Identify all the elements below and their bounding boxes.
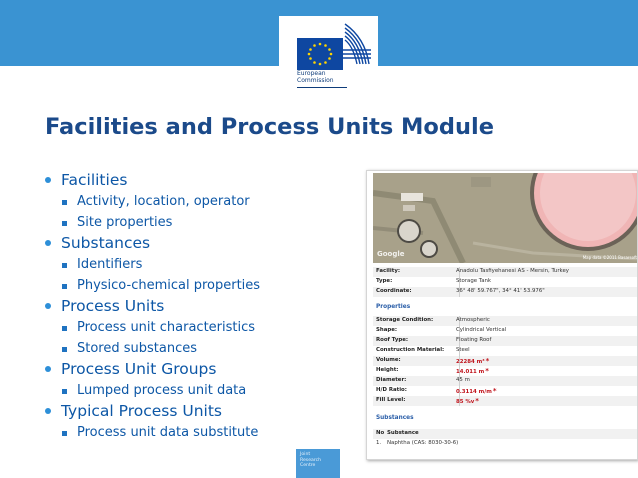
jrc-line-3: Centre bbox=[300, 463, 316, 468]
facility-row bbox=[373, 267, 638, 277]
row-value: Atmospheric bbox=[456, 317, 490, 323]
eu-stars-icon bbox=[297, 38, 343, 70]
sub-bullet bbox=[45, 339, 365, 360]
facility-row bbox=[373, 277, 638, 287]
european-commission-logo bbox=[279, 16, 378, 88]
row-value-flagged: 85 %v* bbox=[456, 397, 479, 405]
map-brand-label: Google bbox=[377, 250, 405, 258]
row-value: Floating Roof bbox=[456, 337, 492, 343]
logo-text bbox=[297, 70, 334, 84]
bullet-facilities bbox=[45, 171, 365, 192]
bullet-label: Typical Process Units bbox=[61, 402, 222, 420]
row-key: Height: bbox=[376, 367, 399, 373]
sub-bullet-square-icon bbox=[62, 326, 67, 331]
row-value-flagged: 22284 m³* bbox=[456, 357, 490, 365]
sub-bullet-label: Identifiers bbox=[77, 257, 143, 272]
property-row bbox=[373, 356, 638, 366]
row-key: Type: bbox=[376, 278, 393, 284]
bullet-dot-icon bbox=[45, 408, 51, 414]
substances-heading: Substances bbox=[376, 415, 414, 421]
jrc-logo bbox=[296, 449, 340, 478]
map-credit: Map data ©2011 Basarsoft bbox=[582, 255, 637, 260]
sub-bullet bbox=[45, 255, 365, 276]
sub-bullet bbox=[45, 381, 365, 402]
sub-bullet-square-icon bbox=[62, 284, 67, 289]
satellite-map[interactable] bbox=[373, 173, 638, 263]
facility-screenshot-panel bbox=[366, 170, 638, 460]
row-key: Storage Condition: bbox=[376, 317, 434, 323]
sub-bullet-label: Stored substances bbox=[77, 341, 198, 356]
sub-bullet bbox=[45, 213, 365, 234]
bullet-substances bbox=[45, 234, 365, 255]
properties-heading: Properties bbox=[376, 304, 411, 310]
row-key: Roof Type: bbox=[376, 337, 409, 343]
sub-bullet bbox=[45, 423, 365, 444]
flag-marker-icon: * bbox=[485, 367, 489, 375]
property-row bbox=[373, 316, 638, 326]
sub-bullet-label: Activity, location, operator bbox=[77, 194, 250, 209]
sub-bullet bbox=[45, 276, 365, 297]
flag-marker-icon: * bbox=[485, 357, 490, 365]
sub-bullet-square-icon bbox=[62, 431, 67, 436]
eu-flag-icon bbox=[297, 38, 343, 70]
row-key: Coordinate: bbox=[376, 288, 412, 294]
row-value-flagged: 14.011 m* bbox=[456, 367, 489, 375]
substance-row bbox=[373, 439, 638, 449]
sub-bullet-label: Process unit characteristics bbox=[77, 320, 256, 335]
bullet-dot-icon bbox=[45, 240, 51, 246]
substance-no: 1. bbox=[376, 440, 382, 446]
bullet-label: Substances bbox=[61, 234, 151, 252]
row-key: Shape: bbox=[376, 327, 398, 333]
slide-title: Facilities and Process Units Module bbox=[45, 114, 494, 140]
logo-line-2: Commission bbox=[297, 77, 334, 84]
row-value: Storage Tank bbox=[456, 278, 492, 284]
facility-row bbox=[373, 287, 638, 297]
bullet-dot-icon bbox=[45, 303, 51, 309]
logo-line-1: European bbox=[297, 70, 326, 77]
bullet-process-unit-groups bbox=[45, 360, 365, 381]
jrc-line-1: Joint bbox=[300, 452, 311, 457]
row-value: Anadolu Tasfiyehanesi AS - Mersin, Turkey bbox=[456, 268, 569, 274]
jrc-line-2: Research bbox=[300, 457, 322, 463]
bullet-dot-icon bbox=[45, 366, 51, 372]
bullet-process-units bbox=[45, 297, 365, 318]
substance-name: Naphtha (CAS: 8030-30-6) bbox=[387, 440, 459, 446]
bullet-dot-icon bbox=[45, 177, 51, 183]
substance-header-row bbox=[373, 429, 638, 439]
sub-bullet-square-icon bbox=[62, 200, 67, 205]
bullet-label: Process Units bbox=[61, 297, 165, 315]
property-row bbox=[373, 396, 638, 406]
sub-bullet-square-icon bbox=[62, 389, 67, 394]
flag-marker-icon: * bbox=[475, 397, 479, 405]
row-value: 45 m bbox=[456, 377, 470, 383]
bullet-list bbox=[45, 171, 365, 444]
sub-bullet-square-icon bbox=[62, 347, 67, 352]
property-row bbox=[373, 376, 638, 386]
sub-bullet bbox=[45, 192, 365, 213]
sub-bullet-label: Physico-chemical properties bbox=[77, 278, 261, 293]
row-key: Volume: bbox=[376, 357, 401, 363]
flag-marker-icon: * bbox=[492, 387, 497, 395]
bullet-typical-process-units bbox=[45, 402, 365, 423]
bullet-label: Facilities bbox=[61, 171, 128, 189]
substance-name-header: Substance bbox=[387, 430, 419, 436]
sub-bullet-label: Site properties bbox=[77, 215, 173, 230]
property-row bbox=[373, 336, 638, 346]
sub-bullet-label: Lumped process unit data bbox=[77, 383, 247, 398]
bullet-label: Process Unit Groups bbox=[61, 360, 217, 378]
row-key: Facility: bbox=[376, 268, 400, 274]
row-value: Steel bbox=[456, 347, 470, 353]
property-row bbox=[373, 366, 638, 376]
property-row bbox=[373, 386, 638, 396]
row-key: Construction Material: bbox=[376, 347, 445, 353]
logo-underline bbox=[297, 87, 347, 88]
substance-no-header: No bbox=[376, 430, 385, 436]
sub-bullet bbox=[45, 318, 365, 339]
sub-bullet-label: Process unit data substitute bbox=[77, 425, 259, 440]
sub-bullet-square-icon bbox=[62, 221, 67, 226]
row-key: Fill Level: bbox=[376, 397, 406, 403]
sub-bullet-square-icon bbox=[62, 263, 67, 268]
row-value: Cylindrical Vertical bbox=[456, 327, 507, 333]
row-key: H/D Ratio: bbox=[376, 387, 407, 393]
property-row bbox=[373, 326, 638, 336]
property-row bbox=[373, 346, 638, 356]
row-value: 36° 48' 59.767", 34° 41' 53.976" bbox=[456, 288, 545, 294]
row-key: Diameter: bbox=[376, 377, 407, 383]
row-value-flagged: 0.3114 m/m* bbox=[456, 387, 497, 395]
satellite-imagery bbox=[373, 173, 638, 263]
